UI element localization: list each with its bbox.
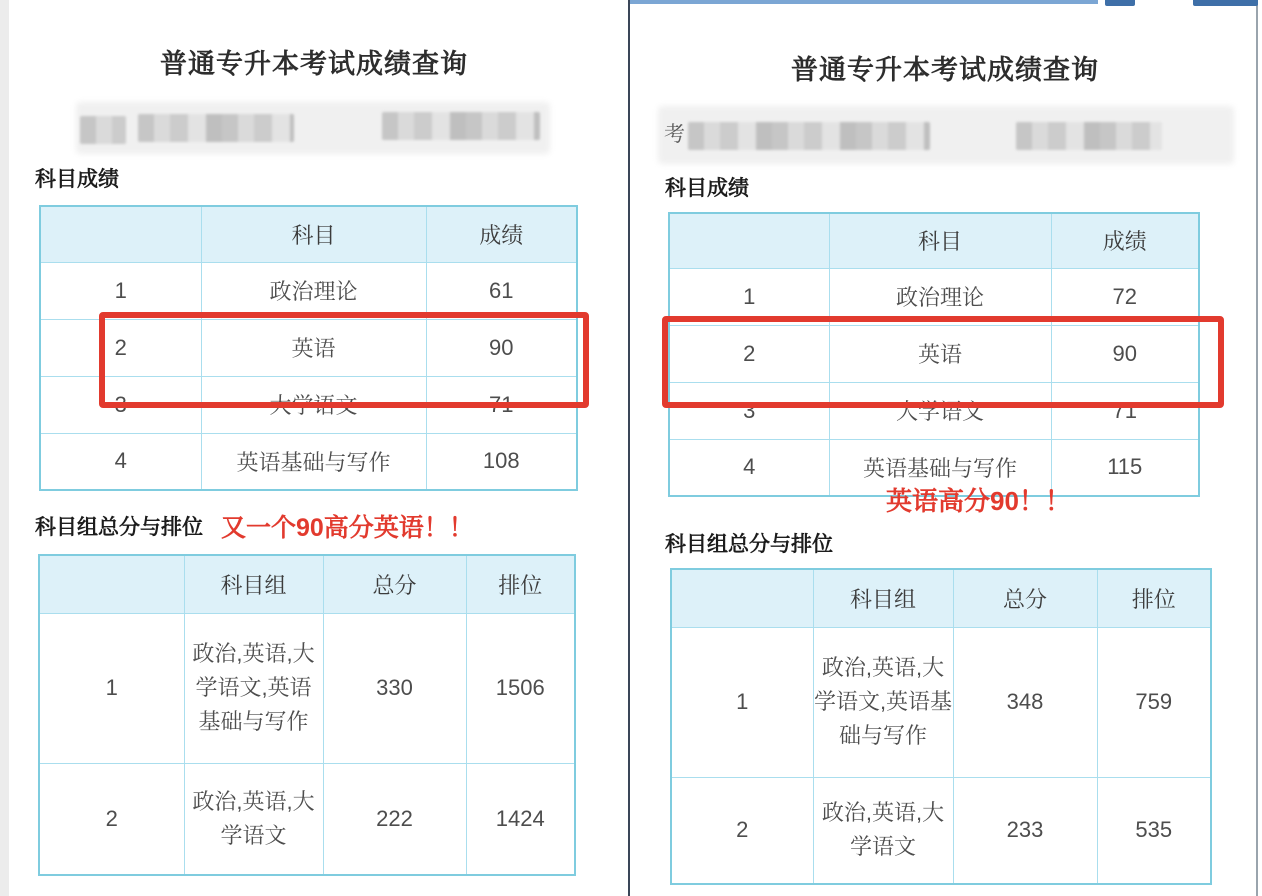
score-cell: 90 <box>426 319 577 376</box>
section-heading-subject-scores: 科目成绩 <box>665 177 749 200</box>
header-total: 总分 <box>323 555 466 613</box>
rank-cell: 1424 <box>466 763 575 875</box>
table-row <box>671 777 1211 884</box>
page-title: 普通专升本考试成绩查询 <box>160 49 468 79</box>
row-number: 3 <box>669 382 829 439</box>
redaction-mosaic <box>138 114 294 142</box>
header-blank <box>39 555 184 613</box>
header-group: 科目组 <box>184 555 323 613</box>
header-rank: 排位 <box>1097 569 1211 627</box>
cropped-browser-edge <box>1105 0 1135 6</box>
table-row <box>39 763 575 875</box>
rank-cell: 1506 <box>466 613 575 763</box>
row-number: 4 <box>669 439 829 496</box>
masked-exam-label: 考 <box>664 123 685 146</box>
group-cell: 政治,英语,大学语文,英语基础与写作 <box>184 613 323 763</box>
row-number: 2 <box>669 325 829 382</box>
subject-cell: 英语基础与写作 <box>829 439 1051 496</box>
subject-cell: 大学语文 <box>201 376 426 433</box>
highlight-annotation-box <box>662 316 1224 408</box>
cropped-browser-edge <box>1193 0 1258 6</box>
row-number: 2 <box>671 777 813 884</box>
total-cell: 222 <box>323 763 466 875</box>
table-header-row <box>39 555 575 613</box>
window-edge-left <box>628 0 630 896</box>
table-row <box>39 613 575 763</box>
red-annotation-text: 英语高分90！！ <box>886 486 1071 516</box>
table-row <box>671 627 1211 777</box>
score-cell: 108 <box>426 433 577 490</box>
table-header-row <box>40 206 577 262</box>
score-cell: 90 <box>1051 325 1199 382</box>
score-report-panel-right <box>628 0 1262 896</box>
group-cell: 政治,英语,大学语文 <box>184 763 323 875</box>
redaction-mosaic <box>382 112 540 140</box>
rank-cell: 759 <box>1097 627 1211 777</box>
subject-cell: 英语 <box>201 319 426 376</box>
total-cell: 233 <box>953 777 1097 884</box>
group-ranking-table <box>38 554 576 876</box>
subject-cell: 英语 <box>829 325 1051 382</box>
red-annotation-text: 又一个90高分英语！！ <box>221 514 474 542</box>
score-cell: 72 <box>1051 268 1199 325</box>
subject-cell: 政治理论 <box>829 268 1051 325</box>
table-header-row <box>671 569 1211 627</box>
row-number: 3 <box>40 376 201 433</box>
total-cell: 348 <box>953 627 1097 777</box>
row-number: 1 <box>39 613 184 763</box>
section-heading-group-ranking: 科目组总分与排位 <box>665 533 833 556</box>
score-cell: 115 <box>1051 439 1199 496</box>
header-blank <box>671 569 813 627</box>
table-header-row <box>669 213 1199 268</box>
score-cell: 71 <box>1051 382 1199 439</box>
subject-cell: 政治理论 <box>201 262 426 319</box>
rank-cell: 535 <box>1097 777 1211 884</box>
group-ranking-table <box>670 568 1212 885</box>
row-number: 2 <box>39 763 184 875</box>
score-cell: 71 <box>426 376 577 433</box>
highlight-annotation-box <box>99 312 589 408</box>
row-number: 1 <box>671 627 813 777</box>
section-heading-subject-scores: 科目成绩 <box>35 168 119 191</box>
header-total: 总分 <box>953 569 1097 627</box>
header-blank <box>40 206 201 262</box>
header-group: 科目组 <box>813 569 953 627</box>
subject-cell: 英语基础与写作 <box>201 433 426 490</box>
header-score: 成绩 <box>1051 213 1199 268</box>
group-cell: 政治,英语,大学语文 <box>813 777 953 884</box>
cropped-browser-edge <box>630 0 1098 4</box>
group-cell: 政治,英语,大学语文,英语基础与写作 <box>813 627 953 777</box>
page-edge-strip <box>0 0 9 896</box>
group-ranking-heading-row <box>35 511 474 541</box>
score-cell: 61 <box>426 262 577 319</box>
table-row <box>40 433 577 490</box>
row-number: 4 <box>40 433 201 490</box>
redaction-mosaic <box>1016 122 1162 150</box>
header-blank <box>669 213 829 268</box>
row-number: 1 <box>669 268 829 325</box>
page-title: 普通专升本考试成绩查询 <box>791 55 1099 85</box>
header-subject: 科目 <box>829 213 1051 268</box>
section-heading-group-ranking: 科目组总分与排位 <box>35 516 203 539</box>
row-number: 1 <box>40 262 201 319</box>
header-subject: 科目 <box>201 206 426 262</box>
redaction-mosaic <box>688 122 930 150</box>
table-row <box>40 262 577 319</box>
redaction-mosaic <box>80 116 126 144</box>
window-edge-right <box>1256 0 1258 896</box>
header-rank: 排位 <box>466 555 575 613</box>
total-cell: 330 <box>323 613 466 763</box>
score-report-panel-left <box>10 0 618 896</box>
header-score: 成绩 <box>426 206 577 262</box>
row-number: 2 <box>40 319 201 376</box>
subject-cell: 大学语文 <box>829 382 1051 439</box>
